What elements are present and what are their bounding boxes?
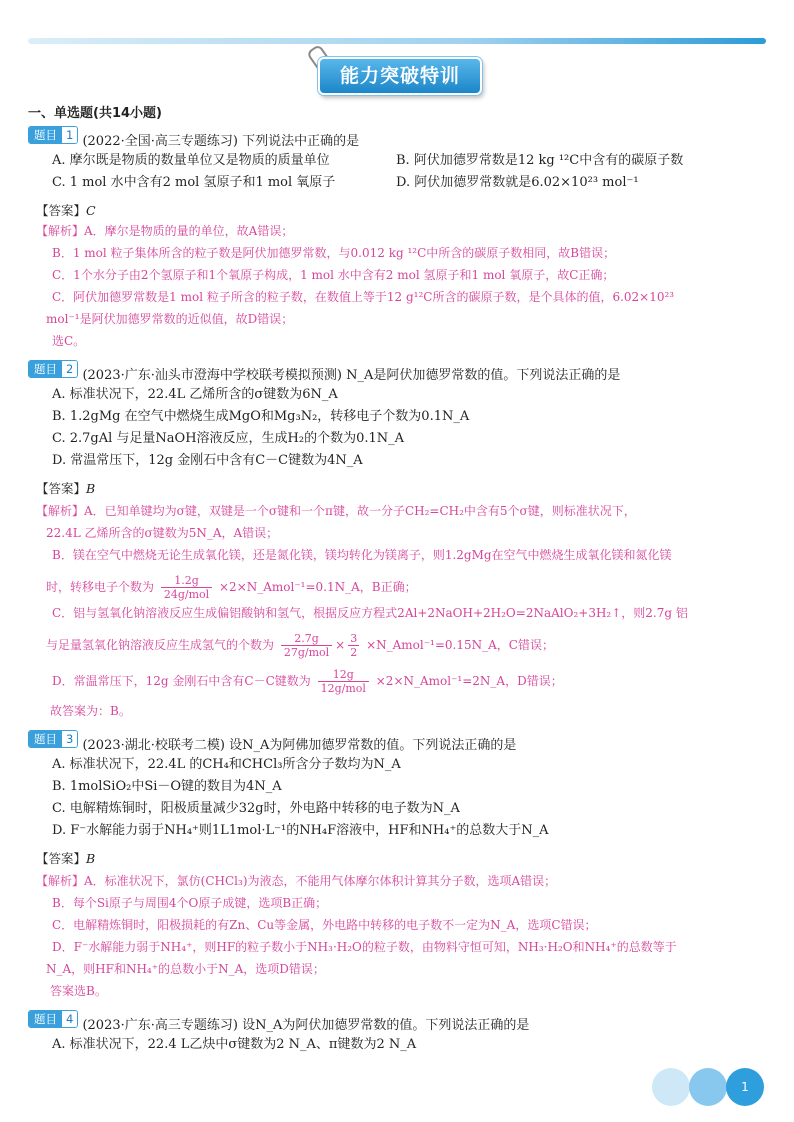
question-2-stem: 题目 2 (2023·广东·汕头市澄海中学校联考模拟预测) N_A是阿伏加德罗常数的值。下列说法正确的是: [28, 360, 620, 386]
option-c: C. 2.7gAl 与足量NaOH溶液反应，生成H₂的个数为0.1N_A: [52, 431, 405, 446]
question-tag: 题目 1: [28, 126, 78, 144]
explanation-line: 22.4L 乙烯所含的σ键数为5N_A，A错误；: [46, 526, 279, 540]
option-b: B. 1.2gMg 在空气中燃烧生成MgO和Mg₃N₂，转移电子个数为0.1N_A: [52, 409, 470, 424]
explanation-line: C．阿伏加德罗常数是1 mol 粒子所含的粒子数，在数值上等于12 g¹²C所含的碳原子数，是个具体的值，6.02×10²³: [52, 290, 675, 304]
explanation-line: C．铝与氢氧化钠溶液反应生成偏铝酸钠和氢气，根据反应方程式2Al+2NaOH+2H₂O=2NaAlO₂+3H₂↑，则2.7g 铝: [52, 606, 688, 620]
page-banner: 能力突破特训: [318, 57, 482, 95]
explanation-line: 【解析】A．标准状况下，氯仿(CHCl₃)为液态，不能用气体摩尔体积计算其分子数，选项A错误；: [36, 874, 557, 888]
explanation-line: 答案选B。: [50, 984, 107, 998]
option-a: A. 标准状况下，22.4L 乙烯所含的σ键数为6N_A: [52, 387, 338, 402]
explanation-line: 【解析】A．摩尔是物质的量的单位，故A错误；: [36, 224, 294, 238]
question-tag: 题目 3: [28, 730, 78, 748]
explanation-line: 与足量氢氧化钠溶液反应生成氢气的个数为 2.7g 27g/mol × $\frac{3}{2}$ ×N_Amol⁻¹=0.15N_A，C错误；: [46, 632, 554, 659]
explanation-line: 选C。: [52, 334, 86, 348]
explanation-line: 【解析】A．已知单键均为σ键，双键是一个σ键和一个π键，故一分子CH₂=CH₂中含有5个σ键，则标准状况下，: [36, 504, 636, 518]
question-tag: 题目 2: [28, 360, 78, 378]
explanation-line: mol⁻¹是阿伏加德罗常数的近似值，故D错误；: [46, 312, 294, 326]
option-a: A. 标准状况下，22.4L 的CH₄和CHCl₃所含分子数均为N_A: [52, 757, 401, 772]
explanation-line: 时，转移电子个数为 1.2g 24g/mol ×2×N_Amol⁻¹=0.1N_A，B正确；: [46, 574, 417, 601]
explanation-line: B．1 mol 粒子集体所含的粒子数是阿伏加德罗常数，与0.012 kg ¹²C中所含的碳原子数相同，故B错误；: [52, 246, 616, 260]
page-decoration-circle: [689, 1068, 727, 1106]
page-number: 1: [741, 1080, 749, 1094]
question-1-stem: 题目 1 (2022·全国·高三专题练习) 下列说法中正确的是: [28, 126, 359, 152]
option-b: B. 阿伏加德罗常数是12 kg ¹²C中含有的碳原子数: [396, 153, 684, 168]
option-d: D. 常温常压下，12g 金刚石中含有C－C键数为4N_A: [52, 453, 363, 468]
option-d: D. 阿伏加德罗常数就是6.02×10²³ mol⁻¹: [396, 175, 639, 190]
answer: 【答案】B: [36, 481, 96, 496]
explanation-line: C．电解精炼铜时，阳极损耗的有Zn、Cu等金属，外电路中转移的电子数不一定为N_A，选项C错误；: [52, 918, 597, 932]
explanation-line: D．F⁻水解能力弱于NH₄⁺，则HF的粒子数小于NH₃·H₂O的粒子数，由物料守恒可知，NH₃·H₂O和NH₄⁺的总数等于: [52, 940, 677, 954]
option-b: B. 1molSiO₂中Si－O键的数目为4N_A: [52, 779, 282, 794]
answer: 【答案】C: [36, 203, 96, 218]
section-title: 一、单选题(共14小题): [28, 106, 162, 121]
explanation-line: B．镁在空气中燃烧无论生成氧化镁，还是氮化镁，镁均转化为镁离子，则1.2gMg在空气中燃烧生成氧化镁和氮化镁: [52, 548, 672, 562]
explanation-line: C．1个水分子由2个氢原子和1个氧原子构成，1 mol 水中含有2 mol 氢原子和1 mol 氧原子，故C正确；: [52, 268, 615, 282]
option-a: A. 摩尔既是物质的数量单位又是物质的质量单位: [52, 153, 330, 168]
option-c: C. 电解精炼铜时，阳极质量减少32g时，外电路中转移的电子数为N_A: [52, 801, 460, 816]
explanation-line: N_A，则HF和NH₄⁺的总数小于N_A，选项D错误；: [46, 962, 325, 976]
explanation-line: B．每个Si原子与周围4个O原子成键，选项B正确；: [52, 896, 328, 910]
page-decoration-circle: [652, 1068, 690, 1106]
option-c: C. 1 mol 水中含有2 mol 氢原子和1 mol 氧原子: [52, 175, 336, 190]
answer: 【答案】B: [36, 851, 96, 866]
explanation-line: D．常温常压下，12g 金刚石中含有C－C键数为 12g 12g/mol ×2×N_Amol⁻¹=2N_A，D错误；: [52, 668, 563, 695]
question-tag: 题目 4: [28, 1010, 78, 1028]
explanation-line: 故答案为：B。: [50, 704, 131, 718]
option-a: A. 标准状况下，22.4 L乙炔中σ键数为2 N_A、π键数为2 N_A: [52, 1037, 417, 1052]
question-4-stem: 题目 4 (2023·广东·高三专题练习) 设N_A为阿伏加德罗常数的值。下列说法正确的是: [28, 1010, 529, 1036]
option-d: D. F⁻水解能力弱于NH₄⁺则1L1mol·L⁻¹的NH₄F溶液中，HF和NH₄⁺的总数大于N_A: [52, 823, 549, 838]
header-bar: [28, 38, 766, 44]
question-3-stem: 题目 3 (2023·湖北·校联考二模) 设N_A为阿佛加德罗常数的值。下列说法正确的是: [28, 730, 516, 756]
